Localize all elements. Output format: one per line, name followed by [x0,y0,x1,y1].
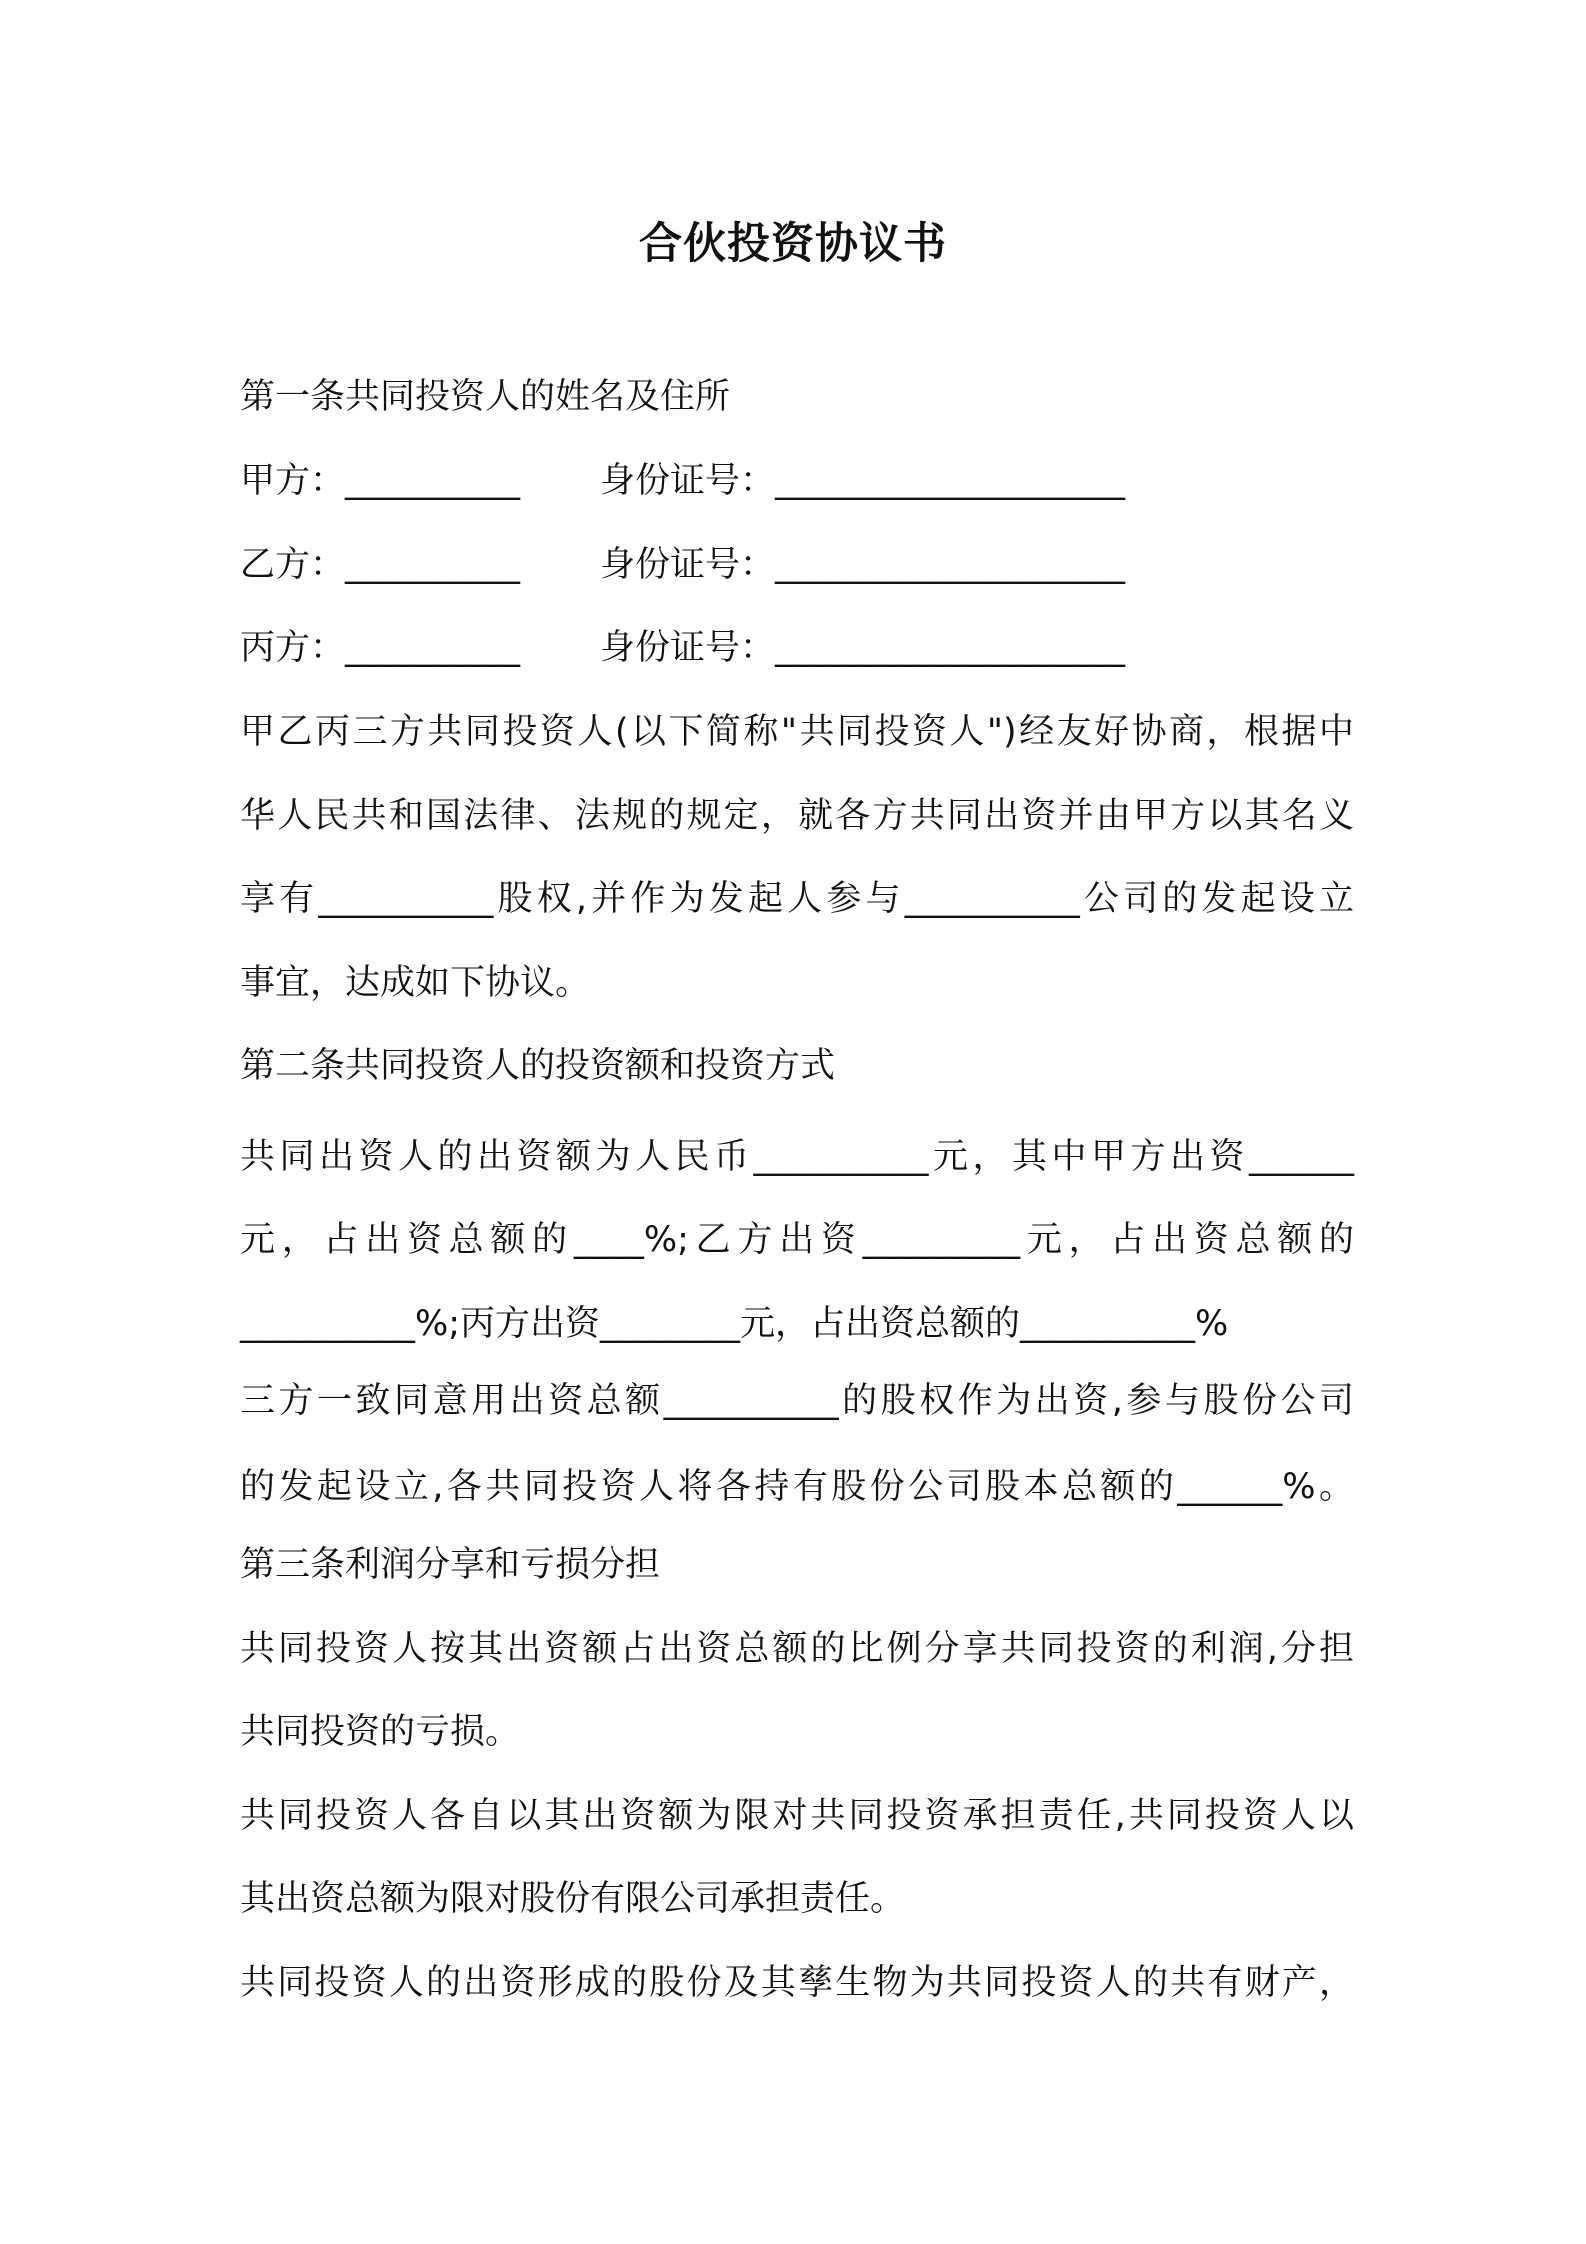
article-3-paragraph-2-line: 其出资总额为限对股份有限公司承担责任。 [240,1879,906,1919]
party-row-a [240,456,1126,506]
article-2-paragraph-1-line: 元，占出资总额的____%;乙方出资_________元，占出资总额的 [240,1220,1354,1260]
article-3-paragraph-3-line: 共同投资人的出资形成的股份及其孳生物为共同投资人的共有财产， [240,1963,1354,2003]
article-2-paragraph-1-line: 共同出资人的出资额为人民币__________元，其中甲方出资______ [240,1137,1354,1177]
article-1-paragraph-line: 华人民共和国法律、法规的规定，就各方共同出资并由甲方以其名义 [240,796,1354,836]
article-2-paragraph-1-line: __________%;丙方出资________元，占出资总额的__________% [240,1304,1229,1344]
article-3-paragraph-2-line: 共同投资人各自以其出资额为限对共同投资承担责任,共同投资人以 [240,1796,1354,1836]
article-2-paragraph-2-line: 三方一致同意用出资总额__________的股权作为出资,参与股份公司 [240,1381,1354,1421]
article-3-paragraph-1-line: 共同投资人按其出资额占出资总额的比例分享共同投资的利润,分担 [240,1629,1354,1669]
party-b-name-field: 乙方：__________ [240,545,521,585]
article-1-paragraph-line: 享有__________股权,并作为发起人参与__________公司的发起设立 [240,879,1354,919]
party-c-id-field: 身份证号：____________________ [600,628,1126,668]
article-1-paragraph-line: 甲乙丙三方共同投资人(以下简称"共同投资人")经友好协商，根据中 [240,712,1354,752]
article-2-paragraph-2-line: 的发起设立,各共同投资人将各持有股份公司股本总额的______%。 [240,1467,1354,1507]
article-1-heading: 第一条共同投资人的姓名及住所 [240,377,731,417]
article-3-heading: 第三条利润分享和亏损分担 [240,1545,661,1585]
article-1-paragraph-line: 事宜，达成如下协议。 [240,963,591,1003]
party-a-id-field: 身份证号：____________________ [600,461,1126,501]
party-a-name-field: 甲方：__________ [240,461,521,501]
document-title: 合伙投资协议书 [639,219,947,269]
article-3-paragraph-1-line: 共同投资的亏损。 [240,1712,521,1752]
article-2-heading: 第二条共同投资人的投资额和投资方式 [240,1046,836,1086]
party-row-c [240,623,1126,673]
party-b-id-field: 身份证号：____________________ [600,545,1126,585]
party-c-name-field: 丙方：__________ [240,628,521,668]
party-row-b [240,540,1126,590]
